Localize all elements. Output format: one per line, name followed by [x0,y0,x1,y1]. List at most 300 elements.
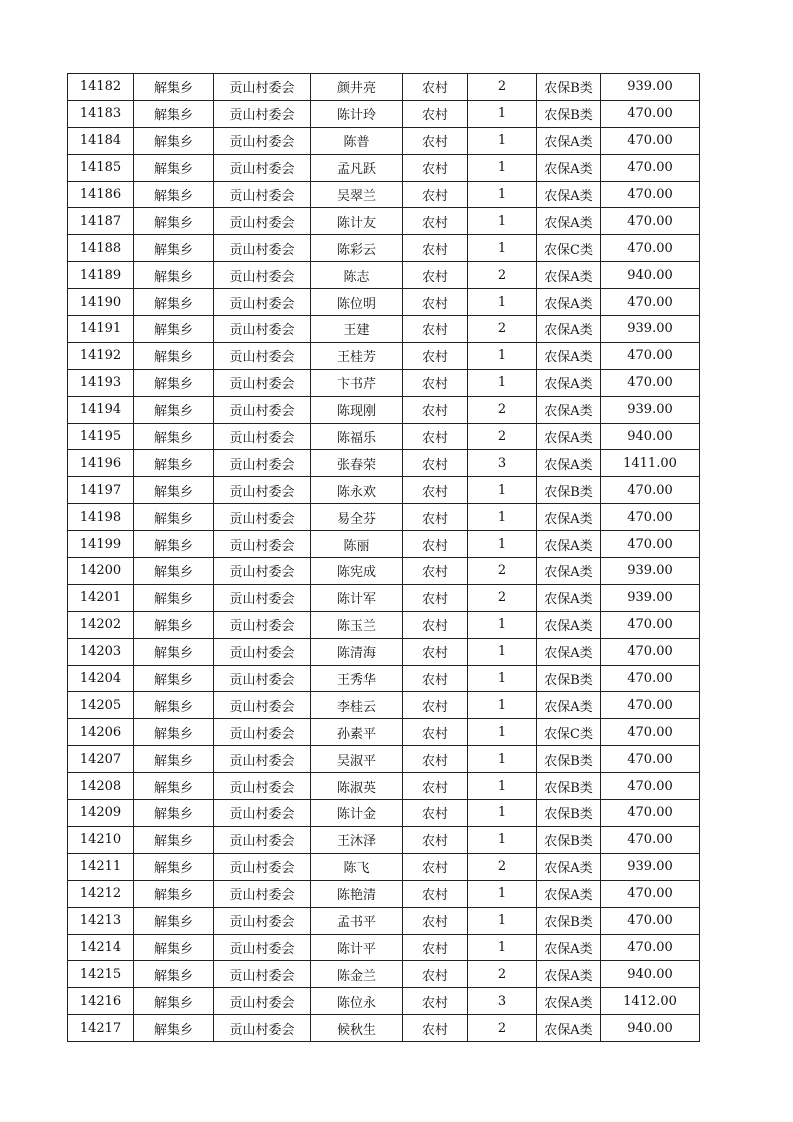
insurance-category-cell: 农保A类 [537,880,601,907]
person-name-cell: 陈计军 [311,584,403,611]
township-cell: 解集乡 [134,1015,214,1042]
household-count-cell: 1 [468,235,537,262]
household-count-cell: 1 [468,907,537,934]
record-id-cell: 14186 [68,181,134,208]
record-id-cell: 14191 [68,316,134,343]
household-count-cell: 2 [468,74,537,101]
table-row [68,289,700,316]
township-cell: 解集乡 [134,477,214,504]
amount-cell: 940.00 [601,262,700,289]
township-cell: 解集乡 [134,74,214,101]
amount-cell: 940.00 [601,961,700,988]
insurance-category-cell: 农保A类 [537,450,601,477]
residence-type-cell: 农村 [403,74,468,101]
amount-cell: 939.00 [601,396,700,423]
residence-type-cell: 农村 [403,342,468,369]
record-id-cell: 14209 [68,800,134,827]
person-name-cell: 颜井亮 [311,74,403,101]
subsidy-roster-table [67,73,700,1042]
insurance-category-cell: 农保A类 [537,1015,601,1042]
table-row [68,800,700,827]
residence-type-cell: 农村 [403,907,468,934]
insurance-category-cell: 农保A类 [537,208,601,235]
record-id-cell: 14203 [68,638,134,665]
residence-type-cell: 农村 [403,692,468,719]
person-name-cell: 陈位永 [311,988,403,1015]
insurance-category-cell: 农保B类 [537,800,601,827]
household-count-cell: 1 [468,611,537,638]
residence-type-cell: 农村 [403,127,468,154]
table-row [68,692,700,719]
insurance-category-cell: 农保A类 [537,531,601,558]
township-cell: 解集乡 [134,907,214,934]
record-id-cell: 14199 [68,531,134,558]
table-row [68,423,700,450]
insurance-category-cell: 农保A类 [537,934,601,961]
person-name-cell: 王桂芳 [311,342,403,369]
village-committee-cell: 贡山村委会 [214,423,311,450]
township-cell: 解集乡 [134,773,214,800]
household-count-cell: 2 [468,1015,537,1042]
record-id-cell: 14207 [68,746,134,773]
amount-cell: 939.00 [601,558,700,585]
person-name-cell: 李桂云 [311,692,403,719]
residence-type-cell: 农村 [403,396,468,423]
table-row [68,450,700,477]
village-committee-cell: 贡山村委会 [214,316,311,343]
residence-type-cell: 农村 [403,853,468,880]
record-id-cell: 14194 [68,396,134,423]
household-count-cell: 1 [468,477,537,504]
village-committee-cell: 贡山村委会 [214,880,311,907]
household-count-cell: 1 [468,826,537,853]
table-row [68,396,700,423]
village-committee-cell: 贡山村委会 [214,853,311,880]
amount-cell: 470.00 [601,100,700,127]
insurance-category-cell: 农保A类 [537,611,601,638]
residence-type-cell: 农村 [403,316,468,343]
amount-cell: 470.00 [601,826,700,853]
table-row [68,719,700,746]
village-committee-cell: 贡山村委会 [214,235,311,262]
residence-type-cell: 农村 [403,800,468,827]
insurance-category-cell: 农保A类 [537,262,601,289]
record-id-cell: 14198 [68,504,134,531]
record-id-cell: 14201 [68,584,134,611]
village-committee-cell: 贡山村委会 [214,961,311,988]
person-name-cell: 吴淑平 [311,746,403,773]
table-row [68,934,700,961]
amount-cell: 939.00 [601,853,700,880]
residence-type-cell: 农村 [403,1015,468,1042]
residence-type-cell: 农村 [403,235,468,262]
table-row [68,74,700,101]
household-count-cell: 1 [468,154,537,181]
township-cell: 解集乡 [134,181,214,208]
insurance-category-cell: 农保B类 [537,100,601,127]
insurance-category-cell: 农保A类 [537,988,601,1015]
table-row [68,208,700,235]
amount-cell: 940.00 [601,423,700,450]
record-id-cell: 14214 [68,934,134,961]
insurance-category-cell: 农保B类 [537,773,601,800]
village-committee-cell: 贡山村委会 [214,342,311,369]
township-cell: 解集乡 [134,504,214,531]
village-committee-cell: 贡山村委会 [214,100,311,127]
household-count-cell: 2 [468,558,537,585]
village-committee-cell: 贡山村委会 [214,154,311,181]
household-count-cell: 1 [468,208,537,235]
household-count-cell: 1 [468,719,537,746]
insurance-category-cell: 农保B类 [537,74,601,101]
household-count-cell: 1 [468,746,537,773]
record-id-cell: 14212 [68,880,134,907]
record-id-cell: 14215 [68,961,134,988]
table-row [68,127,700,154]
record-id-cell: 14190 [68,289,134,316]
township-cell: 解集乡 [134,826,214,853]
record-id-cell: 14206 [68,719,134,746]
table-row [68,154,700,181]
residence-type-cell: 农村 [403,746,468,773]
township-cell: 解集乡 [134,235,214,262]
insurance-category-cell: 农保A类 [537,289,601,316]
amount-cell: 939.00 [601,316,700,343]
township-cell: 解集乡 [134,880,214,907]
insurance-category-cell: 农保A类 [537,369,601,396]
person-name-cell: 陈计金 [311,800,403,827]
township-cell: 解集乡 [134,746,214,773]
insurance-category-cell: 农保B类 [537,665,601,692]
insurance-category-cell: 农保B类 [537,826,601,853]
table-row [68,558,700,585]
household-count-cell: 1 [468,531,537,558]
table-row [68,880,700,907]
household-count-cell: 1 [468,773,537,800]
residence-type-cell: 农村 [403,611,468,638]
amount-cell: 939.00 [601,584,700,611]
amount-cell: 470.00 [601,719,700,746]
record-id-cell: 14200 [68,558,134,585]
record-id-cell: 14182 [68,74,134,101]
record-id-cell: 14205 [68,692,134,719]
household-count-cell: 1 [468,289,537,316]
amount-cell: 470.00 [601,181,700,208]
village-committee-cell: 贡山村委会 [214,907,311,934]
person-name-cell: 王沐泽 [311,826,403,853]
person-name-cell: 陈现刚 [311,396,403,423]
table-row [68,746,700,773]
person-name-cell: 陈计友 [311,208,403,235]
village-committee-cell: 贡山村委会 [214,638,311,665]
township-cell: 解集乡 [134,127,214,154]
amount-cell: 470.00 [601,369,700,396]
household-count-cell: 2 [468,423,537,450]
amount-cell: 470.00 [601,800,700,827]
insurance-category-cell: 农保C类 [537,235,601,262]
residence-type-cell: 农村 [403,369,468,396]
person-name-cell: 易全芬 [311,504,403,531]
record-id-cell: 14217 [68,1015,134,1042]
residence-type-cell: 农村 [403,450,468,477]
township-cell: 解集乡 [134,558,214,585]
residence-type-cell: 农村 [403,477,468,504]
record-id-cell: 14216 [68,988,134,1015]
village-committee-cell: 贡山村委会 [214,208,311,235]
village-committee-cell: 贡山村委会 [214,477,311,504]
village-committee-cell: 贡山村委会 [214,773,311,800]
township-cell: 解集乡 [134,154,214,181]
village-committee-cell: 贡山村委会 [214,665,311,692]
table-row [68,342,700,369]
township-cell: 解集乡 [134,692,214,719]
village-committee-cell: 贡山村委会 [214,450,311,477]
record-id-cell: 14184 [68,127,134,154]
township-cell: 解集乡 [134,208,214,235]
amount-cell: 470.00 [601,154,700,181]
household-count-cell: 2 [468,396,537,423]
village-committee-cell: 贡山村委会 [214,934,311,961]
household-count-cell: 1 [468,504,537,531]
insurance-category-cell: 农保A类 [537,961,601,988]
table-row [68,907,700,934]
township-cell: 解集乡 [134,853,214,880]
residence-type-cell: 农村 [403,584,468,611]
insurance-category-cell: 农保A类 [537,396,601,423]
village-committee-cell: 贡山村委会 [214,262,311,289]
record-id-cell: 14211 [68,853,134,880]
table-row [68,665,700,692]
township-cell: 解集乡 [134,100,214,127]
person-name-cell: 孟书平 [311,907,403,934]
amount-cell: 939.00 [601,74,700,101]
village-committee-cell: 贡山村委会 [214,1015,311,1042]
record-id-cell: 14193 [68,369,134,396]
table-row [68,584,700,611]
record-id-cell: 14188 [68,235,134,262]
insurance-category-cell: 农保A类 [537,181,601,208]
household-count-cell: 1 [468,638,537,665]
record-id-cell: 14183 [68,100,134,127]
person-name-cell: 陈金兰 [311,961,403,988]
residence-type-cell: 农村 [403,719,468,746]
insurance-category-cell: 农保A类 [537,154,601,181]
residence-type-cell: 农村 [403,773,468,800]
amount-cell: 470.00 [601,235,700,262]
person-name-cell: 陈计平 [311,934,403,961]
village-committee-cell: 贡山村委会 [214,584,311,611]
record-id-cell: 14189 [68,262,134,289]
township-cell: 解集乡 [134,961,214,988]
village-committee-cell: 贡山村委会 [214,558,311,585]
village-committee-cell: 贡山村委会 [214,289,311,316]
table-row [68,531,700,558]
amount-cell: 470.00 [601,692,700,719]
table-row [68,826,700,853]
amount-cell: 470.00 [601,934,700,961]
amount-cell: 470.00 [601,907,700,934]
residence-type-cell: 农村 [403,154,468,181]
person-name-cell: 陈永欢 [311,477,403,504]
person-name-cell: 陈位明 [311,289,403,316]
household-count-cell: 2 [468,316,537,343]
table-row [68,316,700,343]
township-cell: 解集乡 [134,396,214,423]
household-count-cell: 1 [468,800,537,827]
record-id-cell: 14195 [68,423,134,450]
township-cell: 解集乡 [134,316,214,343]
household-count-cell: 3 [468,450,537,477]
village-committee-cell: 贡山村委会 [214,719,311,746]
insurance-category-cell: 农保A类 [537,127,601,154]
record-id-cell: 14197 [68,477,134,504]
person-name-cell: 候秋生 [311,1015,403,1042]
table-row [68,181,700,208]
village-committee-cell: 贡山村委会 [214,988,311,1015]
record-id-cell: 14185 [68,154,134,181]
amount-cell: 470.00 [601,208,700,235]
township-cell: 解集乡 [134,800,214,827]
residence-type-cell: 农村 [403,262,468,289]
table-row [68,504,700,531]
table-row [68,477,700,504]
table-row [68,988,700,1015]
village-committee-cell: 贡山村委会 [214,611,311,638]
record-id-cell: 14204 [68,665,134,692]
township-cell: 解集乡 [134,369,214,396]
household-count-cell: 1 [468,100,537,127]
village-committee-cell: 贡山村委会 [214,181,311,208]
township-cell: 解集乡 [134,934,214,961]
table-row [68,100,700,127]
amount-cell: 470.00 [601,531,700,558]
household-count-cell: 1 [468,181,537,208]
insurance-category-cell: 农保B类 [537,746,601,773]
village-committee-cell: 贡山村委会 [214,746,311,773]
township-cell: 解集乡 [134,289,214,316]
amount-cell: 1411.00 [601,450,700,477]
village-committee-cell: 贡山村委会 [214,800,311,827]
residence-type-cell: 农村 [403,289,468,316]
insurance-category-cell: 农保A类 [537,558,601,585]
amount-cell: 1412.00 [601,988,700,1015]
township-cell: 解集乡 [134,611,214,638]
insurance-category-cell: 农保B类 [537,907,601,934]
residence-type-cell: 农村 [403,961,468,988]
village-committee-cell: 贡山村委会 [214,531,311,558]
township-cell: 解集乡 [134,719,214,746]
amount-cell: 470.00 [601,504,700,531]
roster-body [68,74,700,1042]
village-committee-cell: 贡山村委会 [214,826,311,853]
household-count-cell: 2 [468,961,537,988]
residence-type-cell: 农村 [403,558,468,585]
village-committee-cell: 贡山村委会 [214,504,311,531]
insurance-category-cell: 农保A类 [537,638,601,665]
person-name-cell: 孙素平 [311,719,403,746]
person-name-cell: 陈宪成 [311,558,403,585]
amount-cell: 470.00 [601,665,700,692]
township-cell: 解集乡 [134,450,214,477]
table-row [68,638,700,665]
township-cell: 解集乡 [134,531,214,558]
person-name-cell: 陈淑英 [311,773,403,800]
residence-type-cell: 农村 [403,100,468,127]
township-cell: 解集乡 [134,262,214,289]
insurance-category-cell: 农保A类 [537,853,601,880]
person-name-cell: 吴翠兰 [311,181,403,208]
residence-type-cell: 农村 [403,423,468,450]
table-row [68,961,700,988]
insurance-category-cell: 农保A类 [537,584,601,611]
amount-cell: 470.00 [601,342,700,369]
township-cell: 解集乡 [134,638,214,665]
amount-cell: 470.00 [601,880,700,907]
amount-cell: 470.00 [601,638,700,665]
amount-cell: 470.00 [601,127,700,154]
township-cell: 解集乡 [134,342,214,369]
residence-type-cell: 农村 [403,665,468,692]
person-name-cell: 张春荣 [311,450,403,477]
table-row [68,1015,700,1042]
person-name-cell: 陈飞 [311,853,403,880]
residence-type-cell: 农村 [403,531,468,558]
insurance-category-cell: 农保A类 [537,342,601,369]
village-committee-cell: 贡山村委会 [214,369,311,396]
amount-cell: 470.00 [601,477,700,504]
table-row [68,369,700,396]
person-name-cell: 陈计玲 [311,100,403,127]
township-cell: 解集乡 [134,665,214,692]
table-row [68,235,700,262]
residence-type-cell: 农村 [403,988,468,1015]
residence-type-cell: 农村 [403,638,468,665]
township-cell: 解集乡 [134,423,214,450]
household-count-cell: 1 [468,342,537,369]
amount-cell: 470.00 [601,773,700,800]
table-row [68,262,700,289]
person-name-cell: 陈玉兰 [311,611,403,638]
amount-cell: 470.00 [601,289,700,316]
village-committee-cell: 贡山村委会 [214,396,311,423]
residence-type-cell: 农村 [403,826,468,853]
household-count-cell: 1 [468,692,537,719]
household-count-cell: 2 [468,853,537,880]
residence-type-cell: 农村 [403,880,468,907]
amount-cell: 470.00 [601,611,700,638]
residence-type-cell: 农村 [403,934,468,961]
record-id-cell: 14202 [68,611,134,638]
person-name-cell: 陈普 [311,127,403,154]
person-name-cell: 陈艳清 [311,880,403,907]
household-count-cell: 1 [468,880,537,907]
person-name-cell: 陈清海 [311,638,403,665]
residence-type-cell: 农村 [403,181,468,208]
household-count-cell: 2 [468,584,537,611]
household-count-cell: 1 [468,665,537,692]
record-id-cell: 14208 [68,773,134,800]
township-cell: 解集乡 [134,584,214,611]
record-id-cell: 14196 [68,450,134,477]
residence-type-cell: 农村 [403,504,468,531]
table-row [68,611,700,638]
household-count-cell: 1 [468,934,537,961]
person-name-cell: 王建 [311,316,403,343]
record-id-cell: 14192 [68,342,134,369]
insurance-category-cell: 农保A类 [537,423,601,450]
village-committee-cell: 贡山村委会 [214,74,311,101]
insurance-category-cell: 农保C类 [537,719,601,746]
